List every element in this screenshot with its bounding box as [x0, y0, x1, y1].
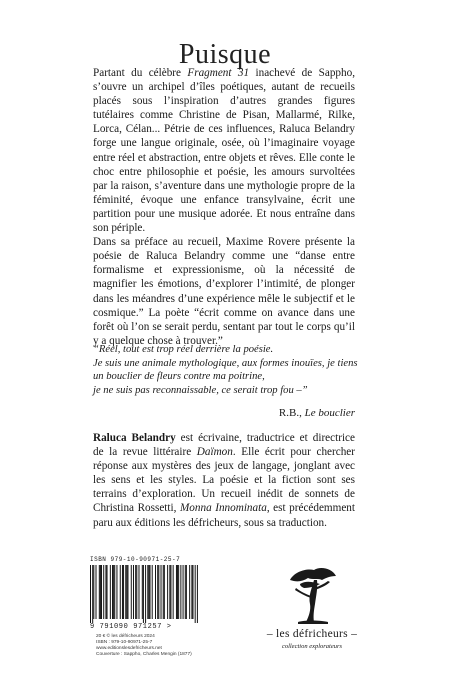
barcode-bar	[92, 565, 93, 623]
barcode-bar	[177, 565, 178, 619]
barcode-bar	[183, 565, 184, 619]
barcode-bar	[197, 565, 198, 623]
barcode-bar	[170, 565, 171, 619]
barcode-bar	[120, 565, 121, 619]
collection-name: collection explorateurs	[281, 643, 343, 650]
barcode-bar	[152, 565, 153, 619]
barcode-bar	[125, 565, 126, 619]
epigraph-quote	[93, 343, 358, 397]
barcode-bar	[169, 565, 170, 619]
barcode-bar	[145, 565, 146, 623]
barcode-bar	[157, 565, 158, 619]
barcode-bar	[176, 565, 177, 619]
barcode-bar	[127, 565, 128, 619]
quote-line: un bouclier de fleurs contre ma poitrine,	[93, 371, 265, 383]
barcode-bar	[114, 565, 115, 619]
quote-line: “Réel, tout est trop réel derrière la poésie.	[93, 344, 274, 355]
barcode-bar	[105, 565, 106, 619]
barcode-bar	[135, 565, 136, 619]
barcode-bar	[103, 565, 104, 619]
publisher-logo	[262, 562, 362, 672]
barcode-bar	[143, 565, 144, 623]
barcode-bar	[101, 565, 102, 619]
barcode-bar	[185, 565, 186, 619]
quote-line: je ne suis pas reconnaissable, ce serait trop fou –”	[93, 384, 308, 396]
barcode-bar	[163, 565, 164, 619]
barcode-bar	[93, 565, 94, 619]
barcode-bar	[180, 565, 181, 619]
colophon: 20 € © les défricheurs 2024 ISBN : 979-10-90971-25-7 www.editionslesdefricheurs.net Couverture : Sappho, Charles Mengin (1877)	[96, 634, 192, 657]
author-name: Raluca Belandry	[93, 432, 176, 444]
barcode-bar	[173, 565, 174, 619]
barcode-bar	[123, 565, 124, 619]
book-name: Monna Innominata	[179, 502, 267, 515]
publisher-name: – les défricheurs –	[266, 628, 358, 640]
isbn-barcode-block	[90, 556, 210, 666]
tree-icon	[284, 562, 340, 626]
barcode-bar	[107, 565, 108, 619]
barcode-bar	[158, 565, 159, 619]
barcode-bar	[186, 565, 187, 619]
barcode-bar	[189, 565, 190, 619]
barcode-bar	[116, 565, 117, 619]
barcode-bar	[148, 565, 149, 619]
barcode-bar	[155, 565, 156, 619]
book-title: Puisque	[178, 38, 272, 70]
barcode-bar	[113, 565, 114, 619]
barcode-bar	[142, 565, 143, 619]
barcode-image	[90, 565, 198, 623]
blurb-paragraph-2: Dans sa préface au recueil, Maxime Rovere présente la poésie de Raluca Belandry comme une “danse entre formalisme et expressionisme, où la nécessité de magnifier les émotions, d’explorer l’intimité, de plonger dans les méandres d’une expérience mêle le subjectif et le cosmique.” La poète “écrit comme on avance dans une forêt où l’on se serait perdu, sentant par tout le corps qu’il y a quelque chose à trouver.”	[93, 236, 355, 347]
barcode-bar	[99, 565, 100, 619]
barcode-bar	[138, 565, 139, 619]
barcode-bar	[100, 565, 101, 619]
barcode-bar	[178, 565, 179, 619]
barcode-bar	[161, 565, 162, 619]
barcode-bar	[191, 565, 192, 619]
barcode-bar	[96, 565, 97, 619]
barcode-bar	[122, 565, 123, 619]
barcode-bar	[167, 565, 168, 619]
barcode-bar	[195, 565, 196, 623]
barcode-bar	[90, 565, 91, 623]
barcode-digits: 9 791090 971257 >	[90, 623, 172, 631]
barcode-bar	[150, 565, 151, 619]
barcode-bar	[112, 565, 113, 619]
barcode-bar	[126, 565, 127, 619]
barcode-bar	[110, 565, 111, 619]
fragment-title: Fragment 31	[187, 67, 250, 79]
review-name: Daïmon	[196, 446, 233, 459]
barcode-bar	[192, 565, 193, 619]
barcode-bar	[131, 565, 132, 619]
quote-line: Je suis une animale mythologique, aux formes inouïes, je tiens	[93, 357, 358, 369]
quote-attribution: R.B., Le bouclier	[278, 407, 355, 419]
barcode-bar	[164, 565, 165, 619]
barcode-bar	[133, 565, 134, 619]
barcode-bar	[136, 565, 137, 619]
source-title: Le bouclier	[304, 407, 355, 419]
barcode-bar	[147, 565, 148, 619]
blurb-paragraph-1: Partant du célèbre Fragment 31 inachevé de Sappho, s’ouvre un archipel d’îles poétiques, autant de recueils placés sous l’inspiration d’autres grandes figures tutélaires comme Christine de Pisan, Mallarmé, Rilke, Lorca, Célan... Pétrie de ces influences, Raluca Belandry forge une langue originale, osée, où l’imaginaire voyage entre réel et abstraction, entre objets et rêves. Elle conte le choc entre philosophie et poésie, les amours survoltées par la raison, s’aventure dans une mythologie propre de la féminité, évoque une enfance transylvaine, écrit une partition pour une musique adorée. Et nous entraîne dans son périple.	[93, 67, 355, 235]
blurb-text	[93, 66, 355, 348]
author-bio: Raluca Belandry est écrivaine, traductrice et directrice de la revue littéraire Daïmon. Elle écrit pour chercher réponse aux mystères des jeux de langage, jonglant avec les sens et les styles. La poésie et la fiction sont ses terrains d’exploration. Un recueil inédit de sonnets de Christina Rossetti, Monna Innominata, est précédemment paru aux éditions les défricheurs, sous sa traduction.	[93, 432, 356, 529]
isbn-label: ISBN 979-10-90971-25-7	[90, 556, 181, 563]
